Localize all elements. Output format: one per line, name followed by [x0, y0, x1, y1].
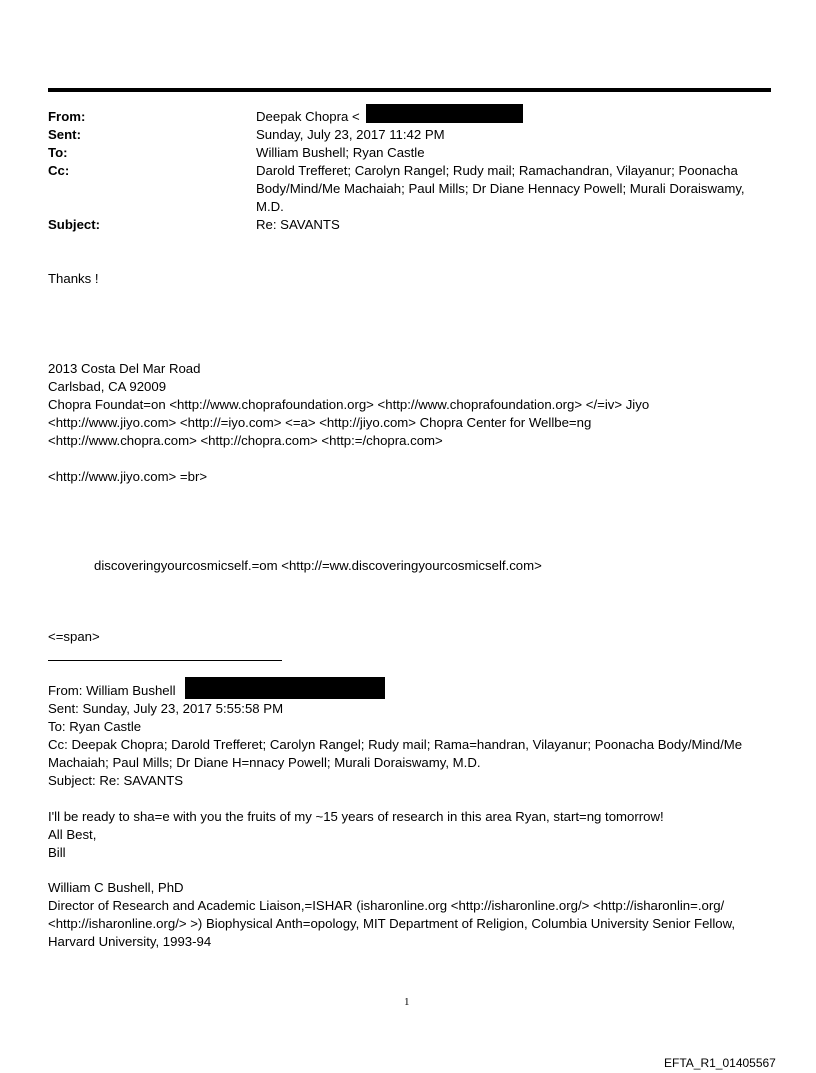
links-line-1: Chopra Foundat=on <http://www.choprafoundation.org> <http://www.choprafoundation.org> </=iv> Jiyo: [48, 397, 650, 412]
discover-line: discoveringyourcosmicself.=om <http://=ww.discoveringyourcosmicself.com>: [94, 558, 542, 573]
links-line-4: <http://www.jiyo.com> =br>: [48, 469, 208, 484]
quote-separator: [48, 660, 282, 661]
cc-label: Cc:: [48, 163, 70, 178]
address-line-2: Carlsbad, CA 92009: [48, 379, 167, 394]
quoted-cc-2: Machaiah; Paul Mills; Dr Diane H=nnacy Powell; Murali Doraiswamy, M.D.: [48, 755, 481, 770]
from-value: Deepak Chopra <: [256, 109, 360, 124]
body-thanks: Thanks !: [48, 271, 99, 286]
signature-line-3: Harvard University, 1993-94: [48, 934, 212, 949]
from-label: From:: [48, 109, 86, 124]
cc-line-1: Darold Trefferet; Carolyn Rangel; Rudy mail; Ramachandran, Vilayanur; Poonacha: [256, 163, 738, 178]
links-line-2: <http://www.jiyo.com> <http://=iyo.com> <=a> <http://jiyo.com> Chopra Center for Wellbe=ng: [48, 415, 592, 430]
address-line-1: 2013 Costa Del Mar Road: [48, 361, 201, 376]
quoted-message-2: All Best,: [48, 827, 97, 842]
span-text: <=span>: [48, 629, 100, 644]
cc-line-3: M.D.: [256, 199, 284, 214]
redaction-box: [185, 677, 385, 699]
redaction-box: [366, 104, 523, 123]
quoted-to: To: Ryan Castle: [48, 719, 142, 734]
quoted-subject: Subject: Re: SAVANTS: [48, 773, 184, 788]
links-line-3: <http://www.chopra.com> <http://chopra.com> <http:=/chopra.com>: [48, 433, 443, 448]
quoted-sent: Sent: Sunday, July 23, 2017 5:55:58 PM: [48, 701, 284, 716]
signature-line-2: <http://isharonline.org/> >) Biophysical Anth=opology, MIT Department of Religion, Columbia University Senior Fellow,: [48, 916, 736, 931]
to-label: To:: [48, 145, 68, 160]
signature-line-1: Director of Research and Academic Liaison,=ISHAR (isharonline.org <http://isharonline.org/> <http://isharonlin=.org/: [48, 898, 725, 913]
quoted-message-3: Bill: [48, 845, 66, 860]
subject-label: Subject:: [48, 217, 101, 232]
quoted-from: From: William Bushell: [48, 683, 176, 698]
page-number: 1: [404, 996, 410, 1008]
sent-value: Sunday, July 23, 2017 11:42 PM: [256, 127, 445, 142]
to-value: William Bushell; Ryan Castle: [256, 145, 425, 160]
subject-value: Re: SAVANTS: [256, 217, 340, 232]
sent-label: Sent:: [48, 127, 81, 142]
header-rule: [48, 88, 771, 92]
quoted-message-1: I'll be ready to sha=e with you the fruits of my ~15 years of research in this area Ryan, start=ng tomorrow!: [48, 809, 664, 824]
bates-number: EFTA_R1_01405567: [664, 1056, 776, 1070]
quoted-cc-1: Cc: Deepak Chopra; Darold Trefferet; Carolyn Rangel; Rudy mail; Rama=handran, Vilayanur; Poonacha Body/Mind/Me: [48, 737, 743, 752]
signature-name: William C Bushell, PhD: [48, 880, 184, 895]
cc-line-2: Body/Mind/Me Machaiah; Paul Mills; Dr Diane Hennacy Powell; Murali Doraiswamy,: [256, 181, 745, 196]
